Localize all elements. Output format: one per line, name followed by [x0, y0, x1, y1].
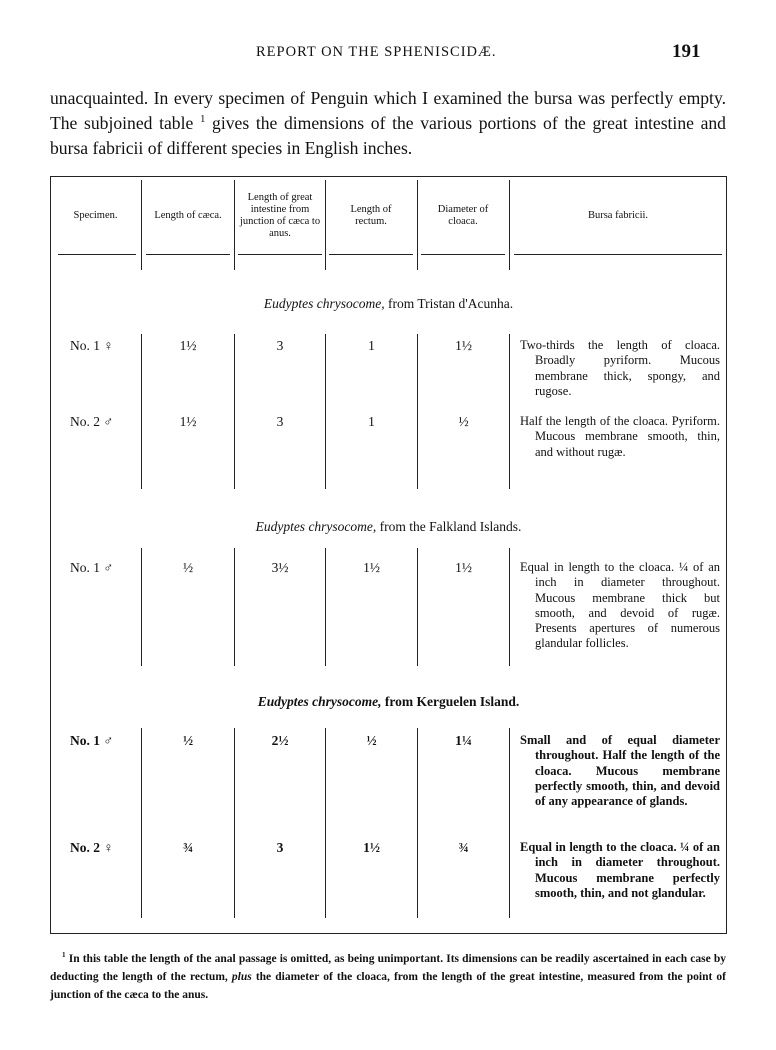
caeca-cell: 1½ — [179, 338, 197, 353]
intestine-cell: 3 — [276, 840, 284, 855]
column-divider — [325, 728, 326, 918]
caeca-cell: ¾ — [182, 840, 194, 855]
intro-text-part-1: unacquainted. In every specimen of Penguin which I examined the bursa was perfectly empty. The subjoined table — [50, 88, 726, 133]
column-divider — [509, 548, 510, 666]
footnote-emphasis: plus — [231, 971, 252, 983]
column-divider — [417, 334, 418, 489]
intro-paragraph — [50, 86, 726, 161]
header-underline — [514, 254, 722, 255]
section-heading-kerguelen — [50, 694, 727, 710]
intestine-cell: 2½ — [271, 733, 289, 748]
rectum-cell: 1 — [368, 414, 375, 429]
footnote — [50, 950, 726, 1004]
caeca-cell: ½ — [182, 560, 194, 575]
column-divider — [234, 334, 235, 489]
column-header-specimen: Specimen. — [73, 210, 118, 221]
species-name: Eudyptes chrysocome, — [257, 694, 382, 709]
intestine-cell: 3½ — [271, 560, 289, 575]
rectum-cell: 1½ — [363, 840, 380, 855]
page-header — [0, 41, 776, 68]
caeca-cell: 1½ — [179, 414, 197, 429]
table-bottom-rule — [50, 933, 727, 934]
bursa-cell: Equal in length to the cloaca. ¼ of an inch in diameter throughout. Mucous membrane perfectly smooth, thin, and not glandular. — [520, 840, 720, 900]
specimen-cell: No. 1 ♂ — [70, 733, 114, 748]
intestine-cell: 3 — [276, 414, 284, 429]
bursa-cell: Half the length of the cloaca. Pyriform. Mucous membrane smooth, thin, and without rugæ. — [520, 414, 720, 459]
table-top-rule — [50, 176, 727, 177]
rectum-cell: 1 — [368, 338, 375, 353]
header-underline — [146, 254, 230, 255]
footnote-reference[interactable]: 1 — [199, 113, 206, 126]
bursa-cell: Equal in length to the cloaca. ¼ of an inch in diameter throughout. Mucous membrane thick but smooth, and devoid of rugæ. Presents apertures of numerous glandular follicles. — [520, 560, 720, 651]
locality: from Tristan d'Acunha. — [388, 296, 514, 311]
intestine-cell: 3 — [276, 338, 284, 353]
column-divider — [234, 728, 235, 918]
header-underline — [421, 254, 505, 255]
cloaca-cell: ¾ — [458, 840, 469, 855]
column-divider — [417, 180, 418, 270]
footnote-text-part-1: In this table the length of the anal passage is omitted, as being unimportant. Its dimensions can be readily ascertained in each case by deducting the length of the rectum, — [50, 953, 727, 983]
section-heading-falkland — [50, 519, 727, 535]
column-divider — [325, 180, 326, 270]
column-header-caeca: Length of cæca. — [154, 210, 222, 221]
rectum-cell: 1½ — [363, 560, 380, 575]
page-number: 191 — [672, 41, 701, 62]
column-header-rectum: Length of rectum. — [350, 204, 392, 227]
header-underline — [329, 254, 413, 255]
specimen-cell: No. 1 ♂ — [70, 560, 114, 575]
table-right-border — [726, 176, 727, 934]
cloaca-cell: ½ — [458, 414, 469, 429]
column-divider — [417, 728, 418, 918]
cloaca-cell: 1¼ — [455, 733, 472, 748]
footnote-text-part-2: the diameter of the cloaca, from the length of the great intestine, measured from the point of junction of the cæca to the anus. — [50, 971, 727, 1001]
bursa-cell: Two-thirds the length of cloaca. Broadly pyriform. Mucous membrane thick, spongy, and rugose. — [520, 338, 720, 398]
column-header-bursa: Bursa fabricii. — [587, 210, 649, 221]
column-header-cloaca: Diameter of cloaca. — [437, 204, 489, 227]
footnote-mark: 1 — [62, 951, 66, 960]
dimensions-table — [50, 176, 727, 936]
column-divider — [234, 180, 235, 270]
specimen-cell: No. 1 ♀ — [70, 338, 114, 353]
specimen-cell: No. 2 ♂ — [70, 414, 114, 429]
cloaca-cell: 1½ — [455, 338, 472, 353]
header-underline — [58, 254, 136, 255]
species-name: Eudyptes chrysocome, — [263, 296, 385, 311]
column-divider — [509, 334, 510, 489]
cloaca-cell: 1½ — [455, 560, 472, 575]
caeca-cell: ½ — [182, 733, 194, 748]
rectum-cell: ½ — [366, 733, 377, 748]
running-title: REPORT ON THE SPHENISCIDÆ. — [256, 44, 497, 60]
column-divider — [141, 334, 142, 489]
column-divider — [325, 334, 326, 489]
table-left-border — [50, 176, 51, 934]
locality: from the Falkland Islands. — [379, 519, 522, 534]
bursa-cell: Small and of equal diameter throughout. Half the length of the cloaca. Mucous membrane perfectly smooth, thin, and devoid of any appearance of glands. — [520, 733, 720, 809]
header-underline — [238, 254, 322, 255]
column-divider — [509, 728, 510, 918]
intro-text-part-2: gives the dimensions of the various portions of the great intestine and bursa fabricii of different species in English inches. — [50, 113, 726, 158]
section-heading-tristan — [50, 296, 727, 312]
column-divider — [141, 728, 142, 918]
species-name: Eudyptes chrysocome, — [255, 519, 377, 534]
column-header-intestine: Length of great intestine from junction of cæca to anus. — [239, 192, 321, 239]
specimen-cell: No. 2 ♀ — [70, 840, 114, 855]
locality: from Kerguelen Island. — [384, 694, 520, 709]
